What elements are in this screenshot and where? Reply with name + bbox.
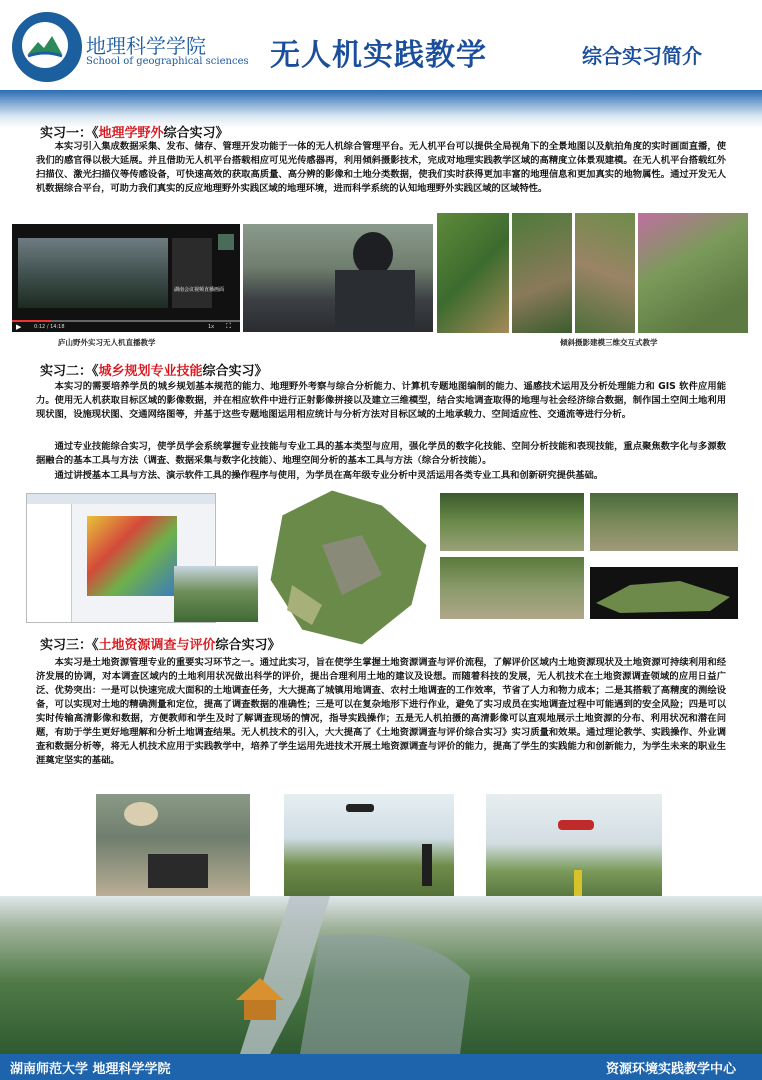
page-title: 无人机实践教学 <box>270 38 487 73</box>
operator-figure <box>422 844 432 886</box>
school-name-en: School of geographical sciences <box>86 56 249 67</box>
oblique-model-1 <box>437 213 509 333</box>
oblique-model-4 <box>638 213 748 333</box>
school-name-cn: 地理科学学院 <box>86 34 206 58</box>
mountain-path-photo <box>174 566 258 622</box>
drone-flight-photo-2 <box>486 794 662 904</box>
section1-text: 本实习引入集成数据采集、发布、储存、管理开发功能于一体的无人机综合管理平台。无人机平台可以提供全局视角下的全景地图以及航拍角度的实时画面直播，使我们的感官得以极大延展。并且借助无人机平台搭载相应可见光传感器再，利用倾斜摄影技术，完成对地理实践教学区域的高精度立体景观建模。在无人机平台搭载红外扫描仪、激光扫描仪等传感设备，可快速高效的获取高质量、高分辨的影像和土地分类数据，使我们实时获得更加丰富的地理信息和更加真实的地物属性。通过开发无人机数据综合平台，可助力我们真实的反应地理野外实践区域的地理环境，进而科学系统的认知地理野外实践区域的区域特性。 <box>36 141 726 194</box>
section2-paragraph-3: 通过讲授基本工具与方法、演示软件工具的操作程序与使用，为学员在高年级专业分析中灵活运用各类专业工具和创新研究提供基础。 <box>54 470 604 481</box>
red-drone-icon <box>558 820 594 830</box>
gis-layer-panel <box>27 504 72 622</box>
video-label: 湖南会议视频直播画面 <box>174 287 225 293</box>
oblique-model-2 <box>512 213 572 333</box>
aerial-scenery-photo <box>0 896 762 1054</box>
3d-model-2 <box>590 493 738 551</box>
drone-case <box>148 854 208 888</box>
section2-prefix: 实习二：《 <box>40 364 99 379</box>
gis-toolbar <box>27 494 215 504</box>
section3-suffix: 综合实习》 <box>215 638 281 653</box>
drone-flight-photo-1 <box>284 794 454 904</box>
section2-suffix: 综合实习》 <box>202 364 268 379</box>
section1-highlight: 地理学野外 <box>98 126 164 141</box>
3d-model-1 <box>440 493 584 551</box>
section3-text: 本实习是土地资源管理专业的重要实习环节之一。通过此实习，旨在使学生掌握土地资源调查与评价流程，了解评价区域内土地资源现状及土地资源可持续利用和经济发展的协调，对本调查区域内的土地利用状况做出科学的评价，提出合理利用土地的建议及设想。而随着科技的发展，无人机技术在土地资源调查领域的应用日益广泛、优势突出：一是可以快速完成大面积的土地调查任务，大大提高了城镇用地调查、农村土地调查的工作效率，节省了人力和物力成本；二是其搭载了高精度的测绘设备，可以实现对土地的精确测量和定位，提高了调查数据的准确性；三是可以在复杂地形下进行作业，避免了实习成员在实地调查过程中可能遇到的安全风险；四是可以实时传输高清影像和数据，方便教师和学生及时了解调查现场的情况，指导实践操作；五是无人机拍摄的高清影像可以直观地展示土地资源的分布、利用状况和潜在问题，有助于学生更好地理解和分析土地调查结果。无人机技术的引入，大大提高了《土地资源调查与评价综合实习》实习质量和效果。通过理论教学、实践操作、外业调查和数据分析等，将无人机技术应用于实践教学中，培养了学生运用先进技术开展土地资源调查与评价的能力，提高了学生的实践能力和创新能力，为学生未来的职业生涯奠定坚实的基础。 <box>36 657 726 766</box>
play-icon[interactable]: ▶ <box>16 323 22 331</box>
drone-icon <box>346 804 374 812</box>
caption-oblique-model: 倾斜摄影建模三维交互式教学 <box>560 338 658 347</box>
oblique-model-3 <box>575 213 635 333</box>
students-operating-drone-photo <box>96 794 250 904</box>
presenter-thumbnail <box>218 234 234 250</box>
section2-paragraph-2: 通过专业技能综合实习，使学员学会系统掌握专业技能与专业工具的基本类型与应用，强化学员的数字化技能、空间分析技能和表现技能，重点聚焦数字化与多源数据融合的基本工具与方法（调查、数据采集与数字化技能）、地理空间分析的基本工具与方法（综合分析技能）。 <box>36 441 726 466</box>
section1-suffix: 综合实习》 <box>163 126 229 141</box>
section2-heading <box>40 360 268 379</box>
speed-label[interactable]: 1x <box>208 324 215 330</box>
section2-paragraph-1: 本实习的需要培养学员的城乡规划基本规范的能力、地理野外考察与综合分析能力、计算机专题地图编制的能力、遥感技术运用及分析处理能力和 GIS 软件应用能力。使用无人机获取目标区域的影像数据，并在相应软件中进行正射影像拼接以及建立三维模型，结合实地调查取得的地理与社会经济综合数据，制作国土空间土地利用现状图，设施现状图、交通网络图等，并基于这些专题地图运用相应统计与分析方法对目标区域的土地承载力、空间适应性、交通流等进行分析。 <box>36 381 726 420</box>
page-subtitle: 综合实习简介 <box>582 44 702 68</box>
orthophoto-mosaic <box>262 485 436 650</box>
sun-hat <box>124 802 158 826</box>
section3-heading <box>40 634 281 653</box>
video-side-panel <box>172 238 212 308</box>
section1-heading <box>40 122 229 141</box>
3d-model-3 <box>440 557 584 619</box>
video-time: 0:12 / 14:18 <box>34 324 65 330</box>
student-figure <box>574 870 582 896</box>
footer-right-text: 资源环境实践教学中心 <box>606 1062 737 1077</box>
fullscreen-icon[interactable]: ⛶ <box>226 322 231 330</box>
school-logo-inner <box>22 22 68 68</box>
footer-left-text: 湖南师范大学 地理科学学院 <box>10 1062 171 1077</box>
student-body <box>335 270 415 332</box>
section3-highlight: 土地资源调查与评价 <box>98 638 216 653</box>
progress-fill <box>12 320 52 322</box>
caption-live-teaching: 庐山野外实习无人机直播教学 <box>58 338 156 347</box>
section1-prefix: 实习一：《 <box>40 126 99 141</box>
gis-map-view <box>87 516 177 596</box>
section3-prefix: 实习三：《 <box>40 638 99 653</box>
field-photo-students <box>243 224 433 332</box>
section2-highlight: 城乡规划专业技能 <box>98 364 203 379</box>
video-player[interactable] <box>12 224 240 332</box>
3d-model-4 <box>590 567 738 619</box>
video-frame <box>18 238 168 308</box>
